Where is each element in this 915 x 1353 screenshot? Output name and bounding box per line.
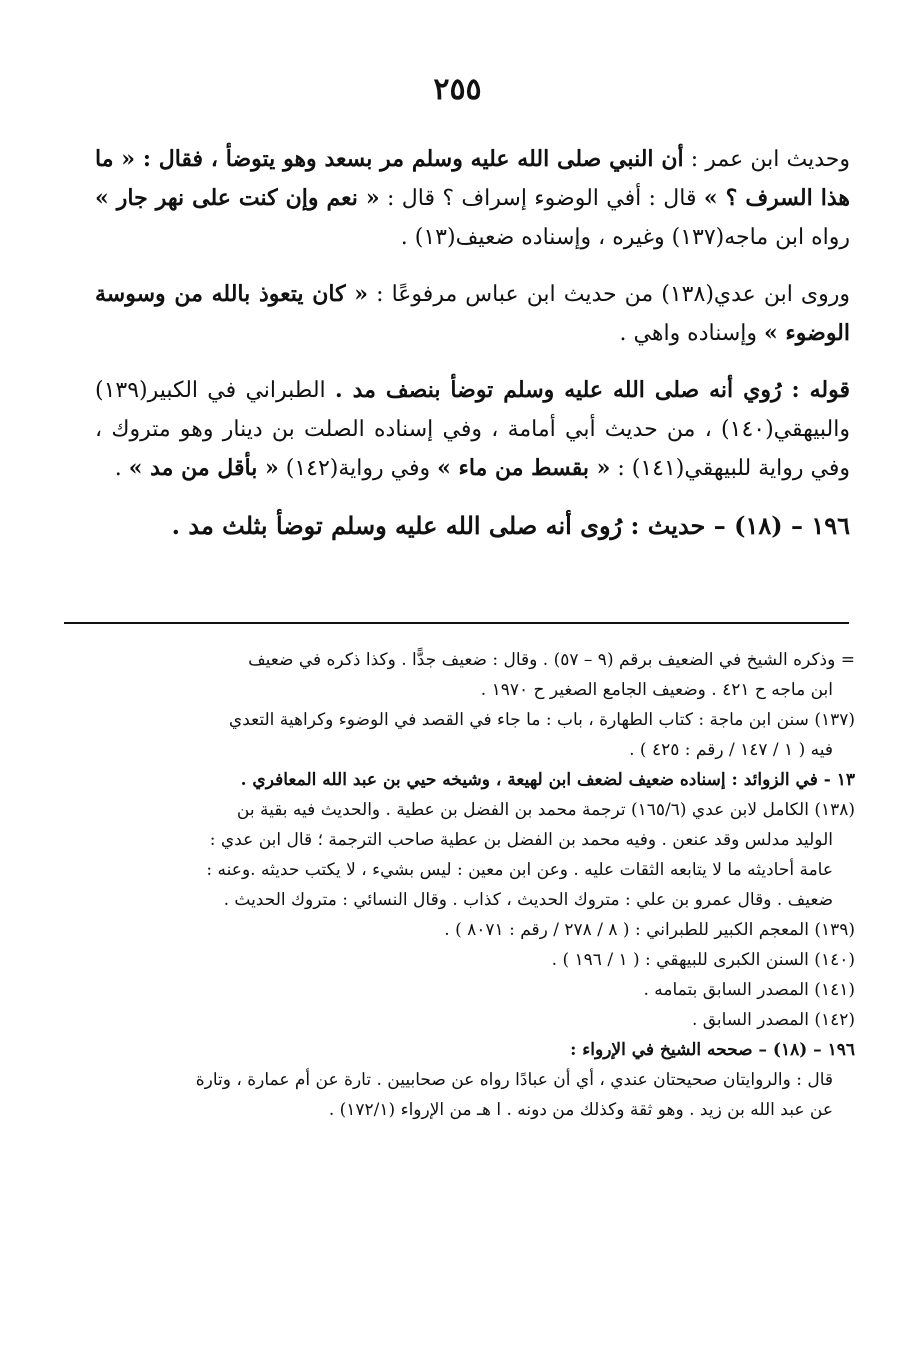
footnote-text: (١٣٩) المعجم الكبير للطبراني : ( ٨ / ٢٧٨ / رقم : ٨٠٧١ ) . <box>444 920 855 940</box>
footnote-text: (١٣٨) الكامل لابن عدي (١٦٥/٦) ترجمة محمد بن الفضل بن عطية . والحديث فيه بقية بن <box>236 800 855 820</box>
footnote-line <box>95 1005 855 1035</box>
footnote-text: عن عبد الله بن زيد . وهو ثقة وكذلك من دونه . ا هـ من الإرواء (١٧٢/١) . <box>328 1100 833 1120</box>
footnote-line <box>95 1065 855 1095</box>
p3-bold-1: قوله : رُوي أنه صلى الله عليه وسلم توضأ بنصف مد . <box>334 377 850 403</box>
p3-end: . <box>114 456 129 481</box>
footnote-text: (١٤١) المصدر السابق بتمامه . <box>643 980 855 1000</box>
page-number: ٢٥٥ <box>433 72 482 107</box>
footnote-line <box>95 975 855 1005</box>
p3-bold-2: « بقسط من ماء » <box>437 455 611 481</box>
footnote-line <box>95 675 855 705</box>
footnote-line <box>95 705 855 735</box>
footnote-line <box>95 1095 855 1125</box>
paragraph-ibn-adi <box>95 275 850 353</box>
footnote-divider <box>64 622 849 624</box>
footnotes <box>95 645 855 1125</box>
p3-mid: الطبراني في الكبير(١٣٩) والبيهقي(١٤٠) ، من حديث أبي أمامة ، وفي إسناده الصلت بن دينار وهو متروك ، وفي رواية للبيهقي(١٤١) : <box>95 378 850 481</box>
footnote-line <box>95 795 855 825</box>
footnote-text: الوليد مدلس وقد عنعن . وفيه محمد بن الفضل بن عطية صاحب الترجمة ؛ قال ابن عدي : <box>209 830 833 850</box>
footnote-line <box>95 645 855 675</box>
footnote-line <box>95 735 855 765</box>
p1-bold-2: « نعم وإن كنت على نهر جار » <box>95 185 380 211</box>
footnote-line <box>95 765 855 795</box>
main-text <box>95 140 850 546</box>
p3-mid-2: وفي رواية(١٤٢) <box>278 456 438 481</box>
footnote-text: ١٣ - في الزوائد : إسناده ضعيف لضعف ابن لهيعة ، وشيخه حيي بن عبد الله المعافري . <box>240 770 855 790</box>
p2-intro: وروى ابن عدي(١٣٨) من حديث ابن عباس مرفوعًا : <box>368 282 850 307</box>
footnote-text: ابن ماجه ح ٤٢١ . وضعيف الجامع الصغير ح ١٩٧٠ . <box>480 680 833 700</box>
p3-bold-3: « بأقل من مد » <box>128 455 279 481</box>
paragraph-ibn-umar <box>95 140 850 257</box>
footnote-text: عامة أحاديثه ما لا يتابعه الثقات عليه . وعن ابن معين : ليس بشيء ، لا يكتب حديثه .وعنه : <box>206 860 833 880</box>
footnote-line <box>95 1035 855 1065</box>
footnote-line <box>95 825 855 855</box>
hadith-entry-196: ١٩٦ – (١٨) – حديث : رُوى أنه صلى الله عليه وسلم توضأ بثلث مد . <box>171 511 850 540</box>
p1-intro: وحديث ابن عمر : <box>683 147 850 172</box>
p2-bold: « كان يتعوذ بالله من وسوسة الوضوء » <box>95 281 850 346</box>
p1-mid: قال : أفي الوضوء إسراف ؟ قال : <box>379 186 704 211</box>
p1-end: رواه ابن ماجه(١٣٧) وغيره ، وإسناده ضعيف(١٣) . <box>400 225 850 250</box>
footnote-text: ١٩٦ – (١٨) – صححه الشيخ في الإرواء : <box>570 1040 855 1060</box>
paragraph-half-mudd <box>95 371 850 488</box>
footnote-line <box>95 885 855 915</box>
footnote-text: (١٤٠) السنن الكبرى للبيهقي : ( ١ / ١٩٦ ) . <box>551 950 855 970</box>
footnote-line <box>95 855 855 885</box>
footnote-line <box>95 915 855 945</box>
footnote-text: = وذكره الشيخ في الضعيف برقم (٩ – ٥٧) . وقال : ضعيف جدًّا . وكذا ذكره في ضعيف <box>248 650 855 670</box>
footnote-line <box>95 945 855 975</box>
footnote-text: (١٣٧) سنن ابن ماجة : كتاب الطهارة ، باب : ما جاء في القصد في الوضوء وكراهية التعدي <box>228 710 855 730</box>
p2-end: وإسناده واهي . <box>619 321 765 346</box>
footnote-text: ضعيف . وقال عمرو بن علي : متروك الحديث ، كذاب . وقال النسائي : متروك الحديث . <box>223 890 833 910</box>
footnote-text: قال : والروايتان صحيحتان عندي ، أي أن عبادًا رواه عن صحابيين . تارة عن أم عمارة ، وتارة <box>195 1070 833 1090</box>
p1-bold-1: أن النبي صلى الله عليه وسلم مر بسعد وهو يتوضأ ، فقال : « ما هذا السرف ؟ » <box>95 146 850 211</box>
footnote-text: فيه ( ١ / ١٤٧ / رقم : ٤٢٥ ) . <box>629 740 833 760</box>
footnote-text: (١٤٢) المصدر السابق . <box>691 1010 855 1030</box>
